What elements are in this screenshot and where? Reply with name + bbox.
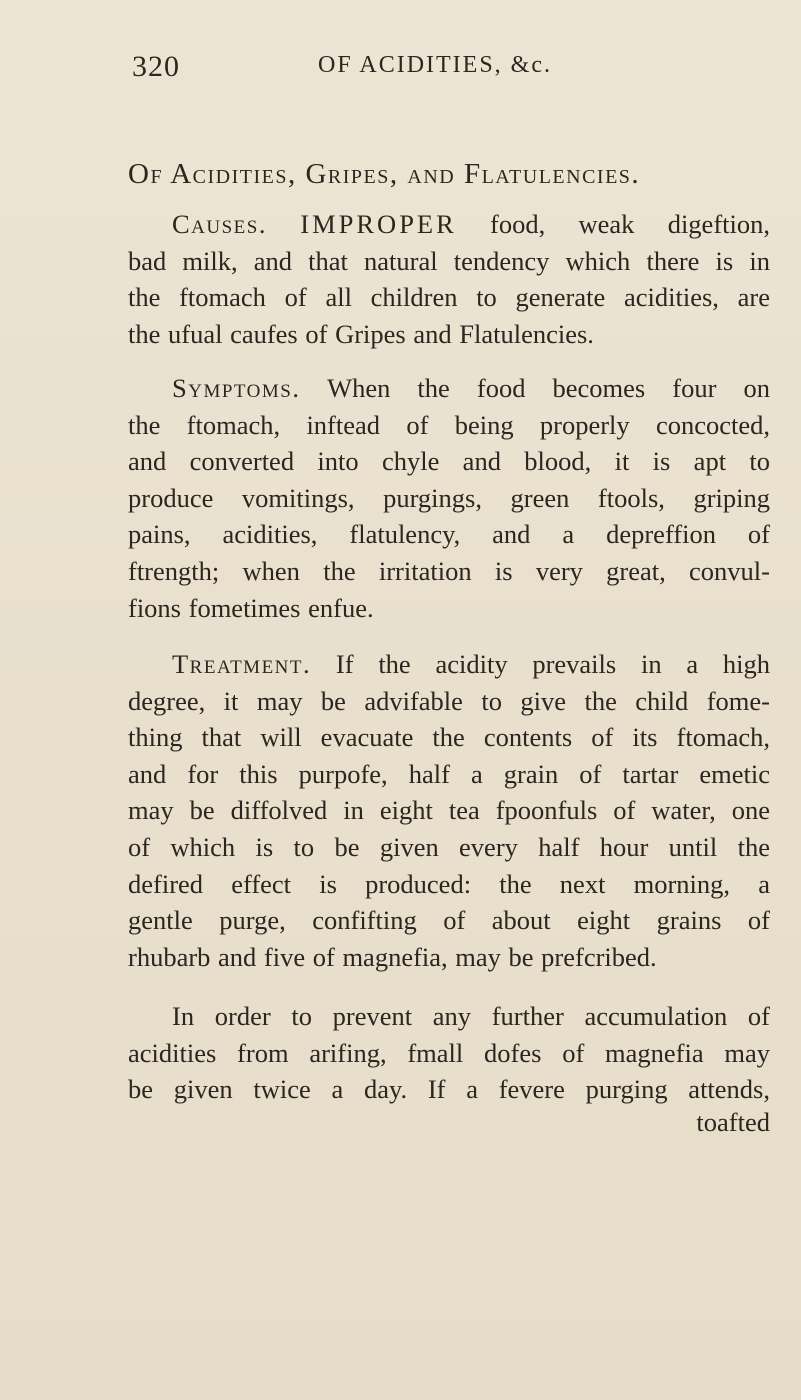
paragraph-line: gentle purge, confifting of about eight grains of xyxy=(128,905,770,936)
paragraph-line: and for this purpofe, half a grain of tartar emetic xyxy=(128,758,770,789)
paragraph-line: of which is to be given every half hour until the xyxy=(128,831,770,862)
paragraph-line: be given twice a day. If a fevere purging attends, xyxy=(128,1074,770,1105)
paragraph-line: the ftomach of all children to generate acidities, are xyxy=(128,282,770,313)
paragraph-line: the ufual caufes of Gripes and Flatulencies. xyxy=(128,318,594,349)
emphasis-word: IMPROPER xyxy=(300,209,457,239)
paragraph-label: Causes. xyxy=(172,209,267,239)
paragraph-line: bad milk, and that natural tendency which there is in xyxy=(128,245,770,276)
paragraph-label: Treatment. xyxy=(172,649,312,679)
page-number: 320 xyxy=(132,50,180,83)
running-head xyxy=(110,48,750,88)
paragraph-line: defired effect is produced: the next morning, a xyxy=(128,868,770,899)
line-text: food, weak digeftion, xyxy=(456,209,770,239)
paragraph-line: and converted into chyle and blood, it is apt to xyxy=(128,446,770,477)
paragraph-line: acidities from arifing, fmall dofes of magnefia may xyxy=(128,1037,770,1068)
paragraph-line: rhubarb and five of magnefia, may be prefcribed. xyxy=(128,941,657,972)
paragraph-causes xyxy=(128,206,770,352)
paragraph-symptoms xyxy=(128,370,770,626)
paragraph-line: degree, it may be advifable to give the child fome- xyxy=(128,685,770,716)
paragraph-line: ftrength; when the irritation is very great, convul- xyxy=(128,555,770,586)
paragraph-line: thing that will evacuate the contents of its ftomach, xyxy=(128,722,770,753)
section-heading: Of Acidities, Gripes, and Flatulencies. xyxy=(128,158,641,190)
paragraph-line: produce vomitings, purgings, green ftools, griping xyxy=(128,482,770,513)
paragraph-label: Symptoms. xyxy=(172,373,301,403)
line-text: If the acidity prevails in a high xyxy=(311,649,770,679)
paragraph-line: may be diffolved in eight tea fpoonfuls of water, one xyxy=(128,795,770,826)
running-title: OF ACIDITIES, &c. xyxy=(318,52,552,78)
paragraph-line: pains, acidities, flatulency, and a depreffion of xyxy=(128,519,770,550)
paragraph-treatment xyxy=(128,646,770,975)
paragraph-line xyxy=(128,370,770,407)
catchword: toafted xyxy=(696,1107,770,1137)
paragraph-line: fions fometimes enfue. xyxy=(128,592,374,623)
paragraph-line: the ftomach, inftead of being properly concocted, xyxy=(128,409,770,440)
line-text: When the food becomes four on xyxy=(300,373,770,403)
paragraph-line: In order to prevent any further accumulation of xyxy=(172,1001,770,1031)
paragraph-line xyxy=(128,206,770,243)
paragraph-line xyxy=(128,646,770,683)
paragraph-prevention xyxy=(128,998,770,1108)
